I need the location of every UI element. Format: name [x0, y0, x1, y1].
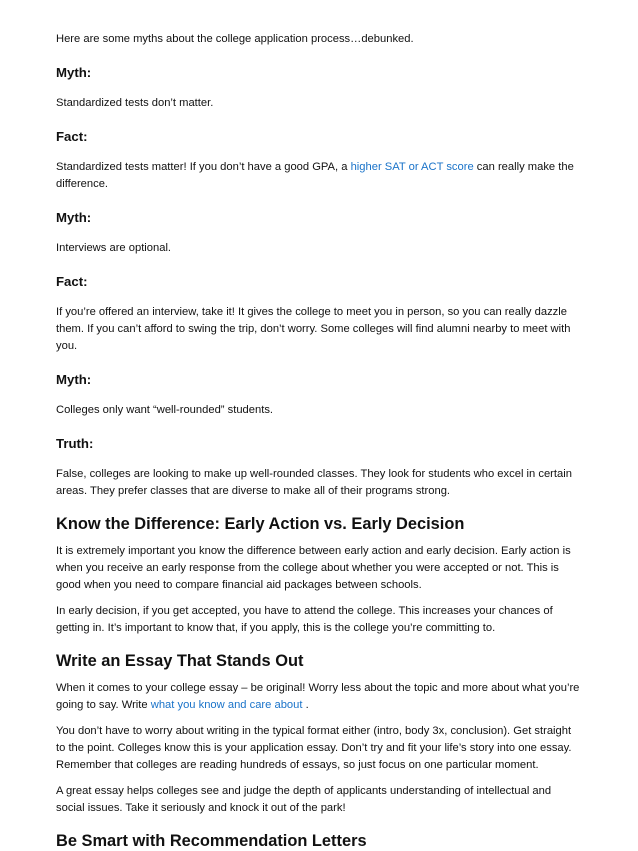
early-action-paragraph: It is extremely important you know the difference between early action and early decision. Early action is when you receive an early response from the college about whether you were accepted or not. This is good when you need to compare financial aid packages between schools.	[56, 545, 571, 591]
sat-act-score-link[interactable]: higher SAT or ACT score	[350, 161, 474, 173]
fact-text: If you’re offered an interview, take it! It gives the college to meet you in person, so you can really dazzle them. If you can’t afford to swing the trip, don’t worry. Some colleges will find alumni nearby to meet with you.	[56, 306, 571, 352]
myth-heading: Myth:	[56, 210, 92, 225]
essay-paragraph: A great essay helps colleges see and judge the depth of applicants understanding of intellectual and social issues. Take it seriously and knock it out of the park!	[56, 785, 552, 814]
essay-paragraph	[56, 680, 580, 714]
truth-text: False, colleges are looking to make up well-rounded classes. They look for students who excel in certain areas. They prefer classes that are diverse to make all of their programs strong.	[56, 468, 572, 497]
truth-heading: Truth:	[56, 436, 94, 451]
essay-paragraph: You don’t have to worry about writing in the typical format either (intro, body 3x, conclusion). Get straight to the point. Colleges know this is your application essay. Don’t try and fit your life’s story into one essay. Remember that colleges are reading hundreds of essays, so just focus on one particular moment.	[56, 725, 572, 771]
myth-text: Colleges only want “well-rounded” students.	[56, 404, 274, 416]
myth-heading: Myth:	[56, 65, 92, 80]
fact-text	[56, 159, 580, 193]
recommendation-heading: Be Smart with Recommendation Letters	[56, 832, 367, 850]
myth-text: Interviews are optional.	[56, 242, 172, 254]
fact-text-start: Standardized tests matter! If you don’t have a good GPA, a	[56, 161, 351, 173]
early-action-heading: Know the Difference: Early Action vs. Early Decision	[56, 515, 465, 533]
know-and-care-link[interactable]: what you know and care about	[150, 699, 303, 711]
fact-heading: Fact:	[56, 129, 88, 144]
essay-heading: Write an Essay That Stands Out	[56, 652, 304, 670]
essay-text-end: .	[302, 699, 309, 711]
intro-text: Here are some myths about the college application process…debunked.	[56, 33, 414, 45]
fact-heading: Fact:	[56, 274, 88, 289]
essay-text-start: When it comes to your college essay – be original! Worry less about the topic and more about what you’re going to say. Write	[56, 682, 580, 711]
early-decision-paragraph: In early decision, if you get accepted, you have to attend the college. This increases your chances of getting in. It’s important to know that, if you apply, this is the college you’re committing to.	[56, 605, 553, 634]
myth-text: Standardized tests don’t matter.	[56, 97, 214, 109]
myth-heading: Myth:	[56, 372, 92, 387]
fact-text-end: can really make the difference.	[56, 161, 574, 190]
